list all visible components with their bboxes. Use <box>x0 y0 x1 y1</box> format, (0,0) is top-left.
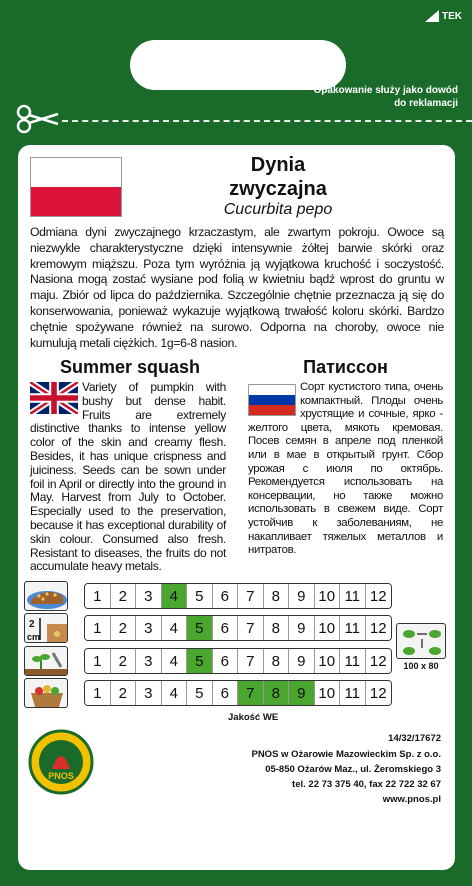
calendar-row-sowing-under-cover <box>24 581 392 611</box>
month-cell: 11 <box>340 584 366 608</box>
month-cell: 5 <box>187 681 213 705</box>
month-cell: 11 <box>340 681 366 705</box>
sowing-depth-icon <box>24 613 68 643</box>
pnos-logo <box>28 729 94 795</box>
spacing-label: 100 x 80 <box>403 661 439 671</box>
month-cell: 10 <box>315 681 341 705</box>
poland-flag-icon <box>30 157 122 217</box>
month-cell: 6 <box>213 616 239 640</box>
hang-slot <box>130 40 346 90</box>
month-cell: 1 <box>85 649 111 673</box>
seedling-planting-icon <box>24 646 68 676</box>
calendar-row-planting <box>24 646 392 676</box>
month-cell: 3 <box>136 584 162 608</box>
tek-mark-icon <box>425 10 439 22</box>
month-cell: 9 <box>289 616 315 640</box>
month-cell: 6 <box>213 649 239 673</box>
month-cell: 7 <box>238 649 264 673</box>
month-cell: 10 <box>315 584 341 608</box>
month-cell: 12 <box>366 584 392 608</box>
calendar-row-sowing-depth <box>24 613 392 643</box>
description-en: Variety of pumpkin with bushy but dense habit. Fruits are extremely distinctive thanks to intense yellow color of the skin and creamy flesh. Besides, it has unique crispness and juiciness. Seeds can be sown under foil in April or directly into the ground in May. Harvest from July to October. Especially used to the preservation, because it has exceptional durability of skin colour. Consumed also fresh. Resistant to diseases, the fruits do not accumulate heavy metals. <box>30 380 226 574</box>
description-ru: Сорт кустистого типа, очень компактный. Плоды очень хрустящие и сочные, ярко - желтого цвета, мякоть кремовая. Посев семян в апреле под пленкой или в мае в открытый грунт. Сбор урожая с июля по октябрь. Рекомендуется использовать на консервации, но также можно использовать в свежем виде. Сорт устойчив к заболеваниям, не накапливает тяжелых металлов и нитратов. <box>248 381 443 557</box>
month-cell: 7 <box>238 616 264 640</box>
month-cell: 2 <box>111 616 137 640</box>
month-cell: 8 <box>264 616 290 640</box>
month-cell: 6 <box>213 681 239 705</box>
month-cell: 7 <box>238 584 264 608</box>
month-strip <box>84 648 392 674</box>
month-cell: 5 <box>187 616 213 640</box>
month-cell: 8 <box>264 649 290 673</box>
scissors-icon <box>16 104 60 134</box>
calendar-row-harvest <box>24 678 392 708</box>
logo-text: PNOS <box>48 771 74 781</box>
seed-packet-card <box>18 145 455 870</box>
description-pl: Odmiana dyni zwyczajnego krzaczastym, ale zwartym pokroju. Owoce są niezwykle charakterystyczne dzięki intensywnie żółtej barwie skórki oraz kremowym miąższu. Poza tym wyróżnia ją wyjątkowa kruchość i soczystość. Nasiona mogą zostać wysiane pod folią w kwietniu bądź wprost do gruntu w maju. Zbiór od lipca do października. Szczególnie chętnie przeznacza ją się do konserwowania, ponieważ wykazuje wyjątkową trwałość koloru skórki. Bardzo chętnie spożywane również na surowo. Odporna na choroby, owoce nie kumulują metali ciężkich. 1g=6-8 nasion. <box>30 225 444 350</box>
svg-text:2: 2 <box>29 619 35 630</box>
month-cell: 8 <box>264 681 290 705</box>
month-cell: 9 <box>289 681 315 705</box>
month-cell: 2 <box>111 649 137 673</box>
english-title: Summer squash <box>59 357 201 377</box>
month-cell: 5 <box>187 584 213 608</box>
month-cell: 12 <box>366 681 392 705</box>
month-cell: 4 <box>162 649 188 673</box>
month-cell: 9 <box>289 584 315 608</box>
quality-label: Jakość WE <box>228 712 279 723</box>
company-address: PNOS w Ożarowie Mazowieckim Sp. z o.o. 05-850 Ożarów Maz., ul. Żeromskiego 3 tel. 22 73 375 40, fax 22 722 32 67 www.pnos.pl <box>251 749 441 805</box>
month-cell: 5 <box>187 649 213 673</box>
latin-name: Cucurbita pepo <box>223 201 333 218</box>
month-cell: 9 <box>289 649 315 673</box>
certificate-number: 14/32/17672 <box>388 733 441 744</box>
russian-title: Патиссон <box>303 357 388 377</box>
product-title: Dynia zwyczajna <box>229 154 327 200</box>
month-strip <box>84 615 392 641</box>
month-cell: 3 <box>136 616 162 640</box>
month-cell: 3 <box>136 649 162 673</box>
cut-line <box>62 120 472 122</box>
month-strip <box>84 583 392 609</box>
seed-tray-icon <box>24 581 68 611</box>
month-cell: 6 <box>213 584 239 608</box>
month-cell: 11 <box>340 616 366 640</box>
svg-text:cm: cm <box>27 632 41 642</box>
month-cell: 4 <box>162 681 188 705</box>
month-cell: 7 <box>238 681 264 705</box>
month-cell: 12 <box>366 616 392 640</box>
month-cell: 11 <box>340 649 366 673</box>
month-cell: 3 <box>136 681 162 705</box>
month-cell: 1 <box>85 584 111 608</box>
month-strip <box>84 680 392 706</box>
tek-logo <box>425 10 462 22</box>
tek-label: TEK <box>442 10 462 22</box>
month-cell: 2 <box>111 681 137 705</box>
month-cell: 1 <box>85 681 111 705</box>
month-cell: 4 <box>162 616 188 640</box>
month-cell: 10 <box>315 616 341 640</box>
complaint-note: Opakowanie służy jako dowód do reklamacji <box>313 85 458 109</box>
month-cell: 10 <box>315 649 341 673</box>
plant-spacing-icon <box>396 623 446 659</box>
month-cell: 4 <box>162 584 188 608</box>
month-cell: 2 <box>111 584 137 608</box>
harvest-basket-icon <box>24 678 68 708</box>
month-cell: 12 <box>366 649 392 673</box>
month-cell: 1 <box>85 616 111 640</box>
month-cell: 8 <box>264 584 290 608</box>
